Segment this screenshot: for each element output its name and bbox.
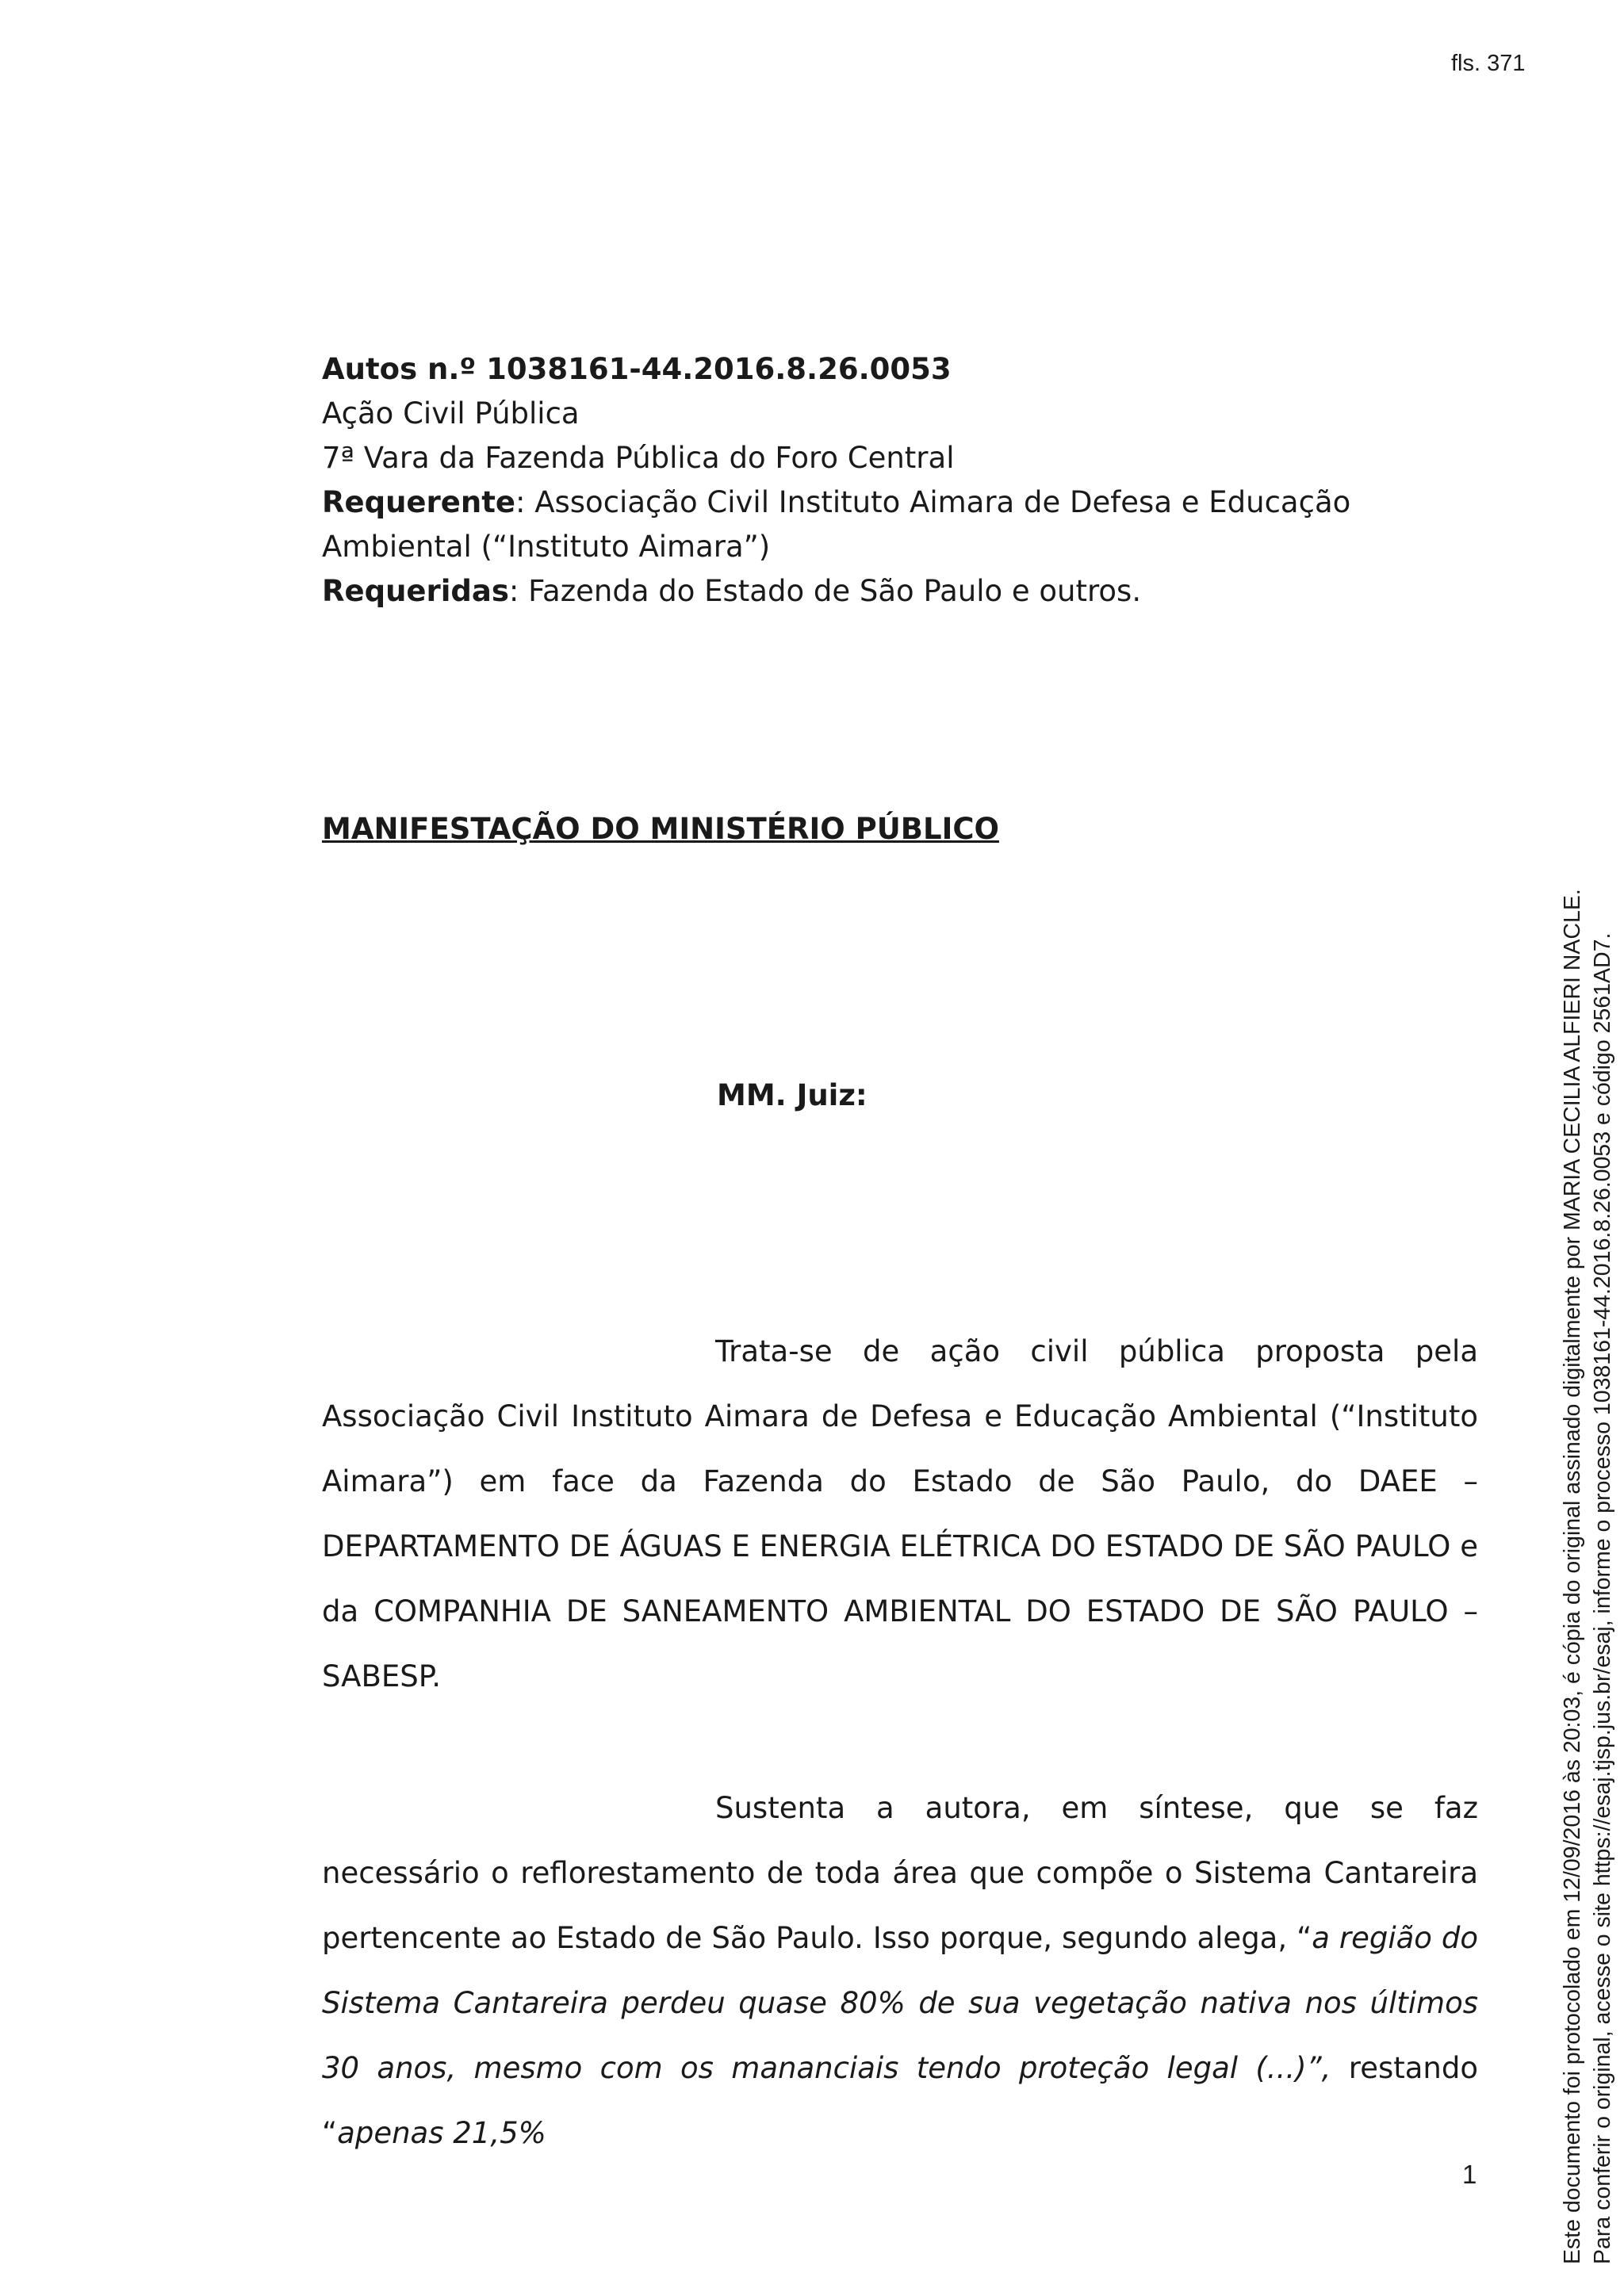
- stamp-line-1: Este documento foi protocolado em 12/09/2016 às 20:03, é cópia do original assinado digitalmente por MARIA CECILIA ALFIERI NACLE.: [1560, 889, 1585, 2264]
- court-name: 7ª Vara da Fazenda Pública do Foro Central: [322, 441, 955, 475]
- requeridas-value: : Fazenda do Estado de São Paulo e outros.: [508, 574, 1142, 608]
- stamp-line-2: Para conferir o original, acesse o site https://esaj.tjsp.jus.br/esaj, informe o processo 1038161-44.2016.8.26.0053 e código 2561AD7.: [1590, 932, 1615, 2264]
- case-header: [322, 347, 1478, 614]
- requerente-line: [322, 480, 1478, 569]
- paragraph-1: Trata-se de ação civil pública proposta pela Associação Civil Instituto Aimara de Defesa e Educação Ambiental (“Instituto Aimara”) em face da Fazenda do Estado de São Paulo, do DAEE – DEPARTAMENTO DE ÁGUAS E ENERGIA ELÉTRICA DO ESTADO DE SÃO PAULO e da COMPANHIA DE SANEAMENTO AMBIENTAL DO ESTADO DE SÃO PAULO – SABESP.: [322, 1334, 1478, 1693]
- folio-label: fls. 371: [1451, 51, 1526, 76]
- quote-2: apenas 21,5%: [337, 2116, 546, 2150]
- section-title: MANIFESTAÇÃO DO MINISTÉRIO PÚBLICO: [322, 812, 999, 846]
- requerente-value: : Associação Civil Instituto Aimara de Defesa e Educação Ambiental (“Instituto Aimara”): [322, 485, 1351, 564]
- digital-signature-stamp: [1557, 889, 1618, 2264]
- requerente-label: Requerente: [322, 485, 515, 519]
- paragraph-2: Sustenta a autora, em síntese, que se faz necessário o reflorestamento de toda área que compõe o Sistema Cantareira pertencente ao Estado de São Paulo. Isso porque, segundo alega, “a região do Sistema Cantareira perdeu quase 80% de sua vegetação nativa nos últimos 30 anos, mesmo com os mananciais tendo proteção legal (...)”, restando “apenas 21,5%: [322, 1791, 1478, 2150]
- page-number: 1: [1462, 2160, 1477, 2189]
- case-number: Autos n.º 1038161-44.2016.8.26.0053: [322, 352, 952, 386]
- requeridas-label: Requeridas: [322, 574, 509, 608]
- action-type: Ação Civil Pública: [322, 396, 580, 430]
- quote-1: a região do Sistema Cantareira perdeu quase 80% de sua vegetação nativa nos últimos 30 anos, mesmo com os mananciais tendo proteção legal (...)”,: [322, 1921, 1478, 2085]
- requeridas-line: [322, 569, 1478, 614]
- salutation: MM. Juiz:: [717, 1078, 868, 1112]
